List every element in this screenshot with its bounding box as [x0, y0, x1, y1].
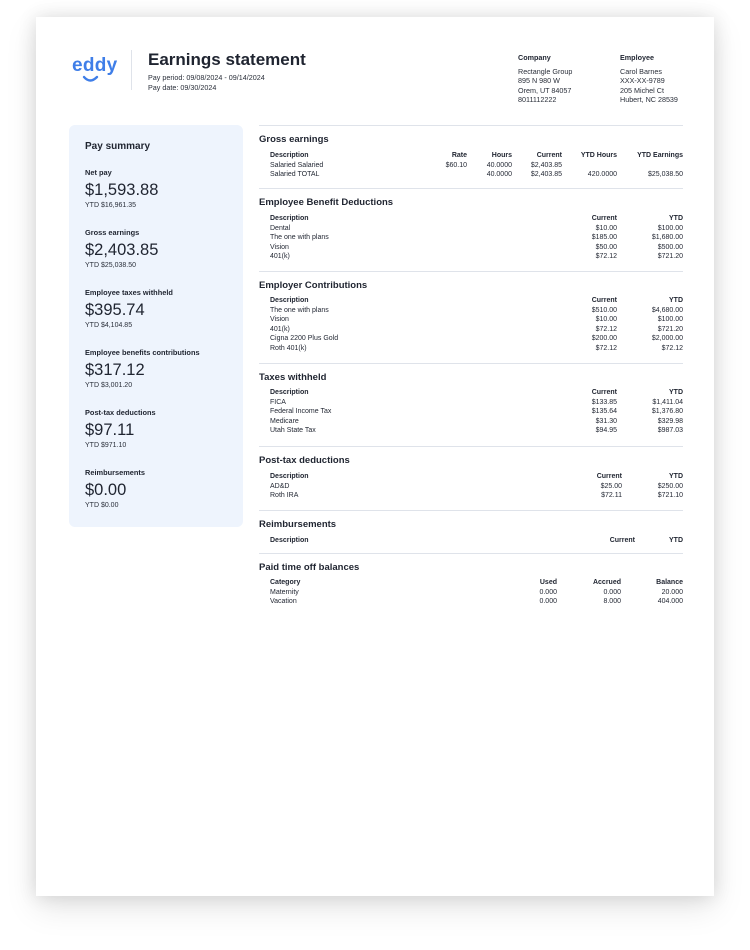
table-row [259, 315, 683, 325]
table-cell: Medicare [270, 417, 299, 425]
table-cell: $721.20 [657, 253, 683, 261]
table-cell: $135.64 [591, 408, 617, 416]
table-row [259, 161, 683, 171]
table-row [259, 588, 683, 598]
column-header: Description [270, 389, 309, 396]
section-title: Taxes withheld [259, 372, 327, 383]
summary-post-tax-deductions [85, 408, 235, 449]
table-row [259, 243, 683, 253]
summary-amount: $1,593.88 [85, 181, 159, 199]
table-row [259, 252, 683, 262]
table-header-row [259, 578, 683, 588]
summary-amount: $97.11 [85, 421, 135, 439]
employer-contributions-section [259, 271, 683, 363]
table-cell: $133.85 [591, 398, 617, 406]
table-cell: $185.00 [591, 234, 617, 242]
benefit-deductions-section [259, 188, 683, 271]
table-cell: 0.000 [539, 588, 557, 596]
column-header: YTD [669, 537, 683, 544]
pay-summary-title: Pay summary [85, 141, 151, 152]
table-cell: $10.00 [595, 316, 617, 324]
eddy-logo [72, 55, 118, 77]
pay-period: Pay period: 09/08/2024 - 09/14/2024 [148, 73, 265, 82]
table-header-row [259, 388, 683, 398]
summary-benefit-contributions [85, 348, 235, 389]
summary-ytd: YTD $0.00 [85, 502, 119, 509]
company-line: 8011112222 [518, 95, 557, 105]
company-info [518, 53, 572, 105]
table-cell: Salaried Salaried [270, 161, 324, 169]
reimbursements-table [259, 536, 683, 546]
earnings-statement-page [36, 17, 714, 896]
table-cell: $10.00 [595, 224, 617, 232]
table-cell: $60.10 [445, 161, 467, 169]
table-cell: $510.00 [591, 306, 617, 314]
table-cell: $2,000.00 [651, 335, 683, 343]
pto-balances-table [259, 578, 683, 607]
table-cell: Roth 401(k) [270, 344, 307, 352]
table-cell: $200.00 [591, 335, 617, 343]
section-title: Paid time off balances [259, 562, 360, 573]
summary-ytd: YTD $3,001.20 [85, 382, 133, 389]
taxes-withheld-section [259, 363, 683, 446]
table-cell: $100.00 [657, 316, 683, 324]
employee-line: Carol Barnes [620, 66, 662, 76]
table-cell: Salaried TOTAL [270, 171, 320, 179]
pay-dates [148, 73, 265, 93]
table-cell: $1,376.80 [651, 408, 683, 416]
table-cell: $100.00 [657, 224, 683, 232]
column-header: Description [270, 215, 309, 222]
company-heading: Company [518, 53, 551, 62]
table-header-row [259, 151, 683, 161]
post-tax-deductions-section [259, 446, 683, 510]
header-divider [131, 50, 132, 90]
table-cell: $250.00 [657, 482, 683, 490]
column-header: YTD [669, 215, 683, 222]
table-row [259, 306, 683, 316]
table-cell: 401(k) [270, 325, 290, 333]
summary-net-pay [85, 168, 235, 209]
table-cell: 404.000 [657, 598, 683, 606]
table-row [259, 407, 683, 417]
table-cell: $25.00 [600, 482, 622, 490]
section-title: Employer Contributions [259, 280, 368, 291]
summary-ytd: YTD $4,104.85 [85, 322, 133, 329]
summary-ytd: YTD $25,038.50 [85, 262, 136, 269]
column-header: Category [270, 579, 301, 586]
table-cell: 420.0000 [587, 171, 617, 179]
table-row [259, 334, 683, 344]
table-cell: Vision [270, 243, 289, 251]
column-header: Accrued [592, 579, 621, 586]
employee-info [620, 53, 678, 105]
column-header: Balance [656, 579, 683, 586]
table-header-row [259, 536, 683, 546]
table-row [259, 233, 683, 243]
table-cell: The one with plans [270, 234, 329, 242]
summary-label: Net pay [85, 168, 112, 177]
table-cell: $72.12 [595, 253, 617, 261]
table-cell: Cigna 2200 Plus Gold [270, 335, 339, 343]
summary-amount: $317.12 [85, 361, 145, 379]
table-cell: 40.0000 [486, 171, 512, 179]
pay-summary-panel [69, 125, 243, 527]
table-cell: $721.10 [657, 492, 683, 500]
table-row [259, 417, 683, 427]
logo-smile-icon [72, 75, 108, 85]
table-cell: Roth IRA [270, 492, 299, 500]
table-cell: $987.03 [657, 427, 683, 435]
section-title: Reimbursements [259, 519, 337, 530]
company-line: Rectangle Group [518, 66, 573, 76]
statement-header [36, 17, 714, 117]
column-header: Rate [451, 152, 467, 159]
employee-line: Hubert, NC 28539 [620, 95, 678, 105]
section-title: Post-tax deductions [259, 455, 350, 466]
pto-balances-section [259, 553, 683, 614]
section-title: Employee Benefit Deductions [259, 197, 394, 208]
table-cell: $72.12 [595, 325, 617, 333]
column-header: Current [609, 537, 635, 544]
table-header-row [259, 214, 683, 224]
table-cell: $1,411.04 [652, 398, 683, 406]
column-header: YTD Hours [580, 152, 617, 159]
column-header: YTD [669, 297, 683, 304]
table-cell: Utah State Tax [270, 427, 316, 435]
column-header: YTD Earnings [637, 152, 683, 159]
column-header: Current [591, 389, 617, 396]
table-cell: Vacation [270, 598, 297, 606]
column-header: YTD [669, 473, 683, 480]
table-cell: AD&D [270, 482, 290, 490]
summary-gross-earnings [85, 228, 235, 269]
table-cell: 401(k) [270, 253, 290, 261]
table-cell: Federal Income Tax [270, 408, 332, 416]
gross-earnings-section [259, 125, 683, 188]
table-cell: $500.00 [657, 243, 683, 251]
summary-amount: $2,403.85 [85, 241, 159, 259]
summary-label: Employee taxes withheld [85, 288, 173, 297]
company-line: 895 N 980 W [518, 76, 560, 86]
column-header: Current [591, 215, 617, 222]
table-cell: $721.20 [657, 325, 683, 333]
summary-ytd: YTD $971.10 [85, 442, 127, 449]
table-row [259, 325, 683, 335]
table-cell: $72.12 [595, 344, 617, 352]
table-cell: $94.95 [595, 427, 617, 435]
column-header: YTD [669, 389, 683, 396]
taxes-withheld-table [259, 388, 683, 436]
table-cell: $4,680.00 [651, 306, 683, 314]
table-cell: Maternity [270, 588, 299, 596]
summary-ytd: YTD $16,961.35 [85, 202, 136, 209]
table-cell: Vision [270, 316, 289, 324]
table-cell: Dental [270, 224, 291, 232]
column-header: Description [270, 537, 309, 544]
table-row [259, 482, 683, 492]
table-cell: $31.30 [595, 417, 617, 425]
column-header: Description [270, 473, 309, 480]
employee-line: 205 Michel Ct [620, 85, 664, 95]
logo-text: eddy [72, 55, 118, 76]
post-tax-deductions-table [259, 472, 683, 501]
employer-contributions-table [259, 296, 683, 354]
table-row [259, 426, 683, 436]
table-cell: $2,403.85 [530, 171, 562, 179]
column-header: Current [536, 152, 562, 159]
table-cell: $50.00 [595, 243, 617, 251]
column-header: Current [591, 297, 617, 304]
column-header: Hours [491, 152, 512, 159]
table-header-row [259, 472, 683, 482]
table-cell: 8.000 [603, 598, 621, 606]
summary-reimbursements [85, 468, 235, 509]
summary-label: Gross earnings [85, 228, 140, 237]
benefit-deductions-table [259, 214, 683, 262]
table-cell: 0.000 [603, 588, 621, 596]
table-cell: 40.0000 [486, 161, 512, 169]
column-header: Current [596, 473, 622, 480]
pay-date: Pay date: 09/30/2024 [148, 83, 217, 92]
table-cell: $1,680.00 [651, 234, 683, 242]
summary-amount: $395.74 [85, 301, 145, 319]
employee-heading: Employee [620, 53, 654, 62]
table-row [259, 398, 683, 408]
column-header: Description [270, 297, 309, 304]
table-row [259, 170, 683, 180]
table-cell: $2,403.85 [530, 161, 562, 169]
company-line: Orem, UT 84057 [518, 85, 572, 95]
employee-line: XXX-XX-9789 [620, 76, 665, 86]
column-header: Description [270, 152, 309, 159]
table-cell: $72.12 [661, 344, 683, 352]
gross-earnings-table [259, 151, 683, 180]
column-header: Used [539, 579, 557, 586]
summary-employee-taxes [85, 288, 235, 329]
summary-label: Employee benefits contributions [85, 348, 200, 357]
summary-label: Post-tax deductions [85, 408, 156, 417]
table-cell: $329.98 [657, 417, 683, 425]
page-title: Earnings statement [148, 50, 306, 69]
table-row [259, 224, 683, 234]
table-header-row [259, 296, 683, 306]
table-row [259, 491, 683, 501]
table-cell: The one with plans [270, 306, 329, 314]
table-cell: 0.000 [539, 598, 557, 606]
table-cell: FICA [270, 398, 286, 406]
summary-amount: $0.00 [85, 481, 127, 499]
reimbursements-section [259, 510, 683, 555]
table-row [259, 344, 683, 354]
table-cell: 20.000 [661, 588, 683, 596]
table-row [259, 597, 683, 607]
summary-label: Reimbursements [85, 468, 145, 477]
table-cell: $25,038.50 [647, 171, 683, 179]
section-title: Gross earnings [259, 134, 329, 145]
table-cell: $72.11 [601, 492, 622, 500]
